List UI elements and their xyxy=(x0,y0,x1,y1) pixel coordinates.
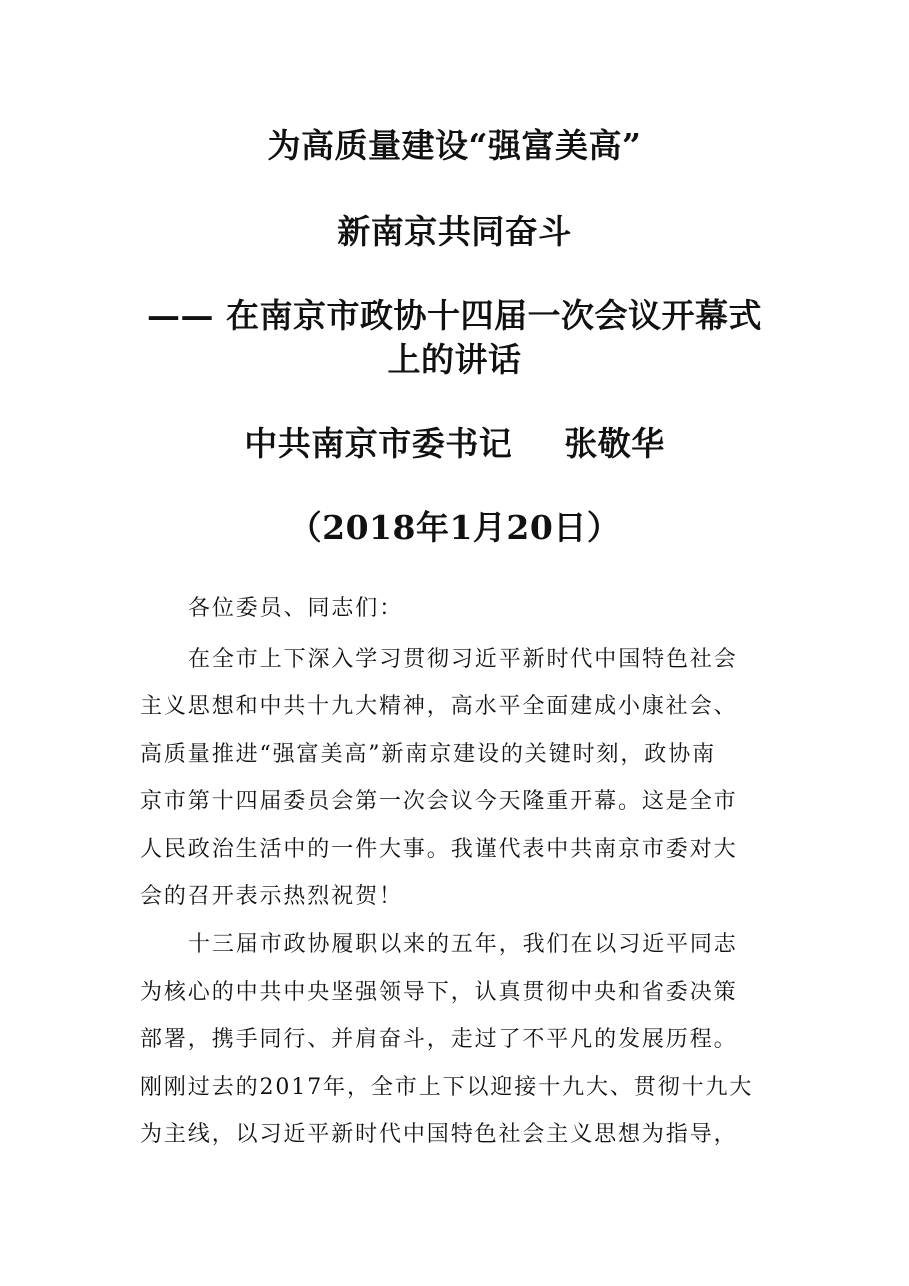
author-line xyxy=(0,424,909,464)
greeting: 各位委员、同志们： xyxy=(188,596,404,621)
body-line: 会的召开表示热烈祝贺！ xyxy=(140,884,403,909)
body-line: 主义思想和中共十九大精神，高水平全面建成小康社会、 xyxy=(140,694,738,719)
speech-date: （2018年1月20日） xyxy=(288,508,621,547)
title-line-2: 新南京共同奋斗 xyxy=(337,212,572,251)
author-role: 中共南京市委书记 xyxy=(244,424,513,463)
body-line: 为主线，以习近平新时代中国特色社会主义思想为指导， xyxy=(140,1122,738,1147)
author-name: 张敬华 xyxy=(564,424,665,463)
body-line: 部署，携手同行、并肩奋斗，走过了不平凡的发展历程。 xyxy=(140,1027,738,1052)
subtitle-line-1: —— 在南京市政协十四届一次会议开幕式 xyxy=(147,296,762,335)
subtitle-line-2: 上的讲话 xyxy=(387,340,522,379)
body-line: 人民政治生活中的一件大事。我谨代表中共南京市委对大 xyxy=(140,837,738,862)
title-line-1: 为高质量建设“强富美高” xyxy=(267,126,642,165)
body-line: 京市第十四届委员会第一次会议今天隆重开幕。这是全市 xyxy=(140,789,738,814)
body-line: 在全市上下深入学习贯彻习近平新时代中国特色社会 xyxy=(188,647,738,672)
body-line: 为核心的中共中央坚强领导下，认真贯彻中央和省委决策 xyxy=(140,980,738,1005)
body-line: 十三届市政协履职以来的五年，我们在以习近平同志 xyxy=(188,932,738,957)
body-line: 高质量推进“强富美高”新南京建设的关键时刻，政协南 xyxy=(140,742,716,767)
body-line: 刚刚过去的2017年，全市上下以迎接十九大、贯彻十九大 xyxy=(140,1075,754,1100)
